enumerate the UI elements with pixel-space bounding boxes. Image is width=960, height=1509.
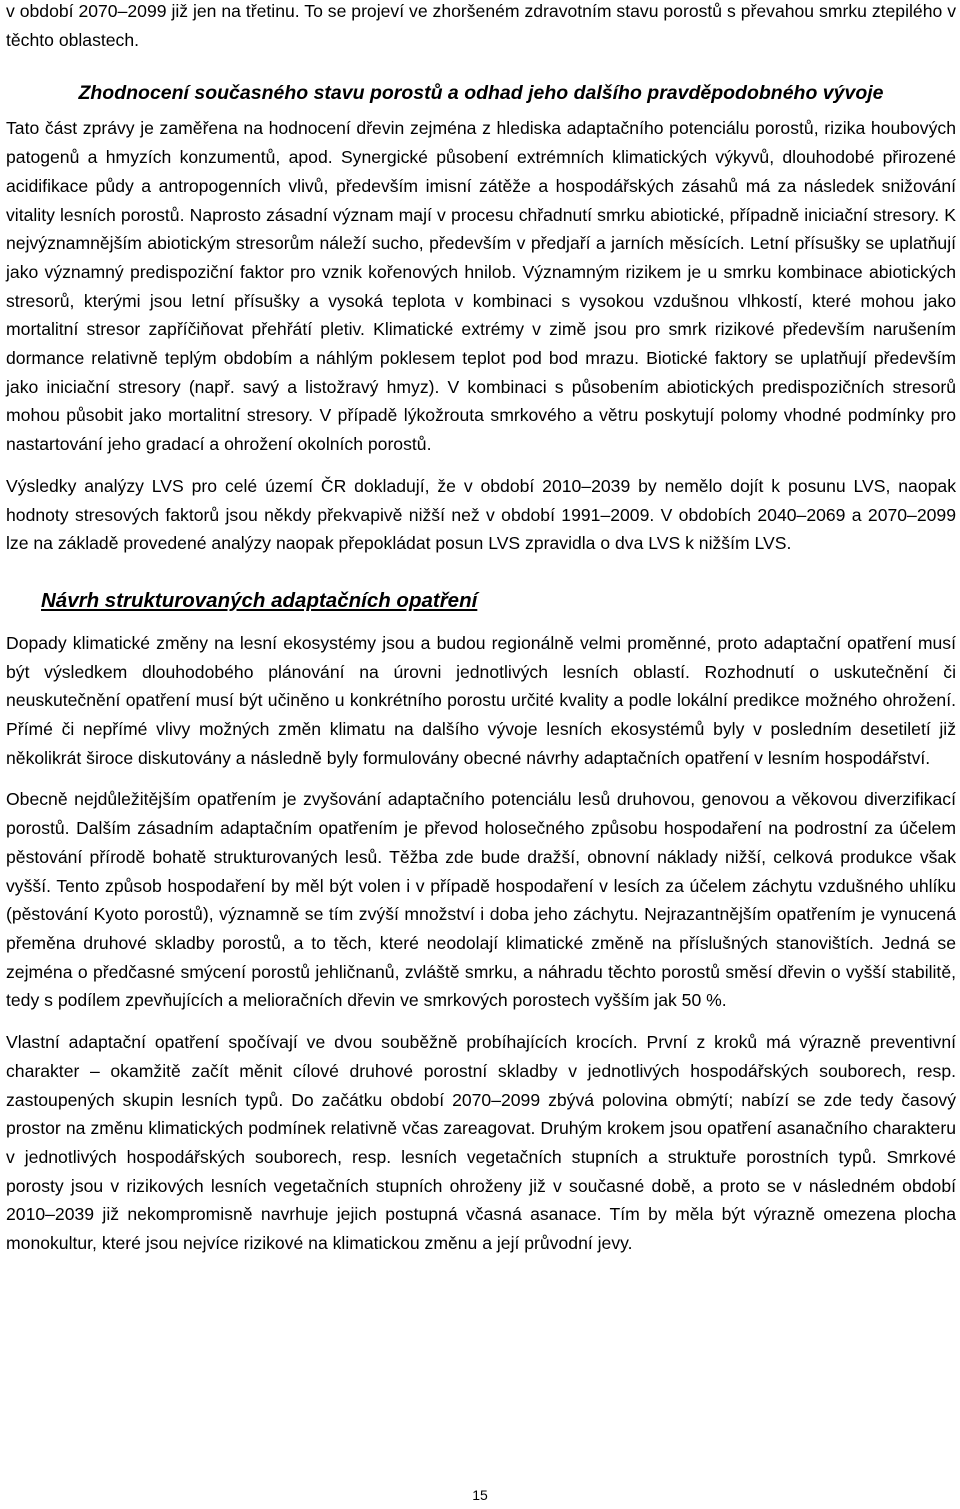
section-heading-current-state: Zhodnocení současného stavu porostů a odhad jeho dalšího pravděpodobného vývoje	[78, 82, 884, 105]
spacer	[6, 558, 956, 587]
page-number: 15	[472, 1487, 488, 1503]
spacer	[6, 772, 956, 785]
paragraph-general-measures: Obecně nejdůležitějším opatřením je zvyšování adaptačního potenciálu lesů druhovou, genovou a věkovou diverzifikací porostů. Dalším zásadním adaptačním opatřením je převod holosečného způsobu hospodaření na podrostní za účelem pěstování přírodě bohatě strukturovaných lesů. Těžba zde bude dražší, obnovní náklady nižší, celková produkce však vyšší. Tento způsob hospodaření by měl být volen i v případě hospodaření v lesích za účelem záchytu vzdušného uhlíku (pěstování Kyoto porostů), významně se tím zvýší množství i doba jeho záchytu. Nejrazantnějším opatřením je vynucená přeměna druhové skladby porostů, a to těch, které neodolají klimatické změně na příslušných stanovištích. Jedná se zejména o předčasné smýcení porostů jehličnanů, zvláště smrku, a náhradu těchto porostů směsí dřevin o vyšší stabilitě, tedy s podílem zpevňujících a melioračních dřevin ve smrkových porostech vyšším jak 50 %.	[6, 789, 956, 1011]
spacer	[6, 615, 956, 629]
paragraph-lvs-analysis: Výsledky analýzy LVS pro celé území ČR dokladují, že v období 2010–2039 by nemělo dojít k posunu LVS, naopak hodnoty stresových faktorů jsou někdy překvapivě nižší než v období 1991–2009. V obdobích 2040–2069 a 2070–2099 lze na základě provedené analýzy naopak přepokládat posun LVS zpravidla o dva LVS k nižším LVS.	[6, 475, 956, 554]
paragraph-own-measures: Vlastní adaptační opatření spočívají ve dvou souběžně probíhajících krocích. První z kroků má výrazně preventivní charakter – okamžitě začít měnit cílové druhové porostní skladby v jednotlivých hospodářských souborech, resp. zastoupených skupin lesních typů. Do začátku období 2070–2099 zbývá polovina obmýtí; nabízí se zde tedy časový prostor na změnu klimatických podmínek relativně včas zareagovat. Druhým krokem jsou opatření asanačního charakteru v jednotlivých hospodářských souborech, resp. lesních vegetačních stupních a struktuře porostních typů. Smrkové porosty jsou v rizikových lesních vegetačních stupních ohroženy již v současné době, a proto se v následném období 2010–2039 již nekompromisně navrhuje jejich postupná včasná asanace. Tím by měla být výrazně omezena plocha monokultur, které jsou nejvíce rizikové na klimatickou změnu a její průvodní jevy.	[6, 1032, 956, 1254]
section-heading-adaptation: Návrh strukturovaných adaptačních opatření	[41, 588, 478, 612]
paragraph-intro: v období 2070–2099 již jen na třetinu. To se projeví ve zhoršeném zdravotním stavu porostů s převahou smrku ztepilého v těchto oblastech.	[6, 1, 956, 50]
paragraph-climate-impacts: Dopady klimatické změny na lesní ekosystémy jsou a budou regionálně velmi proměnné, proto adaptační opatření musí být výsledkem dlouhodobého plánování na úrovni jednotlivých lesních oblastí. Rozhodnutí o uskutečnění či neuskutečnění opatření musí být učiněno u konkrétního porostu určité kvality a podle lokální predikce možného ohrožení. Přímé či nepřímé vlivy možných změn klimatu na dalšího vývoje lesních ekosystémů byly v posledním desetiletí již několikrát široce diskutovány a následně byly formulovány obecné návrhy adaptačních opatření v lesním hospodářství.	[6, 632, 956, 768]
spacer	[6, 54, 956, 79]
spacer	[6, 107, 956, 114]
paragraph-current-state: Tato část zprávy je zaměřena na hodnocení dřevin zejména z hlediska adaptačního potenciálu porostů, rizika houbových patogenů a hmyzích konzumentů, apod. Synergické působení extrémních klimatických výkyvů, dlouhodobé přirozené acidifikace půdy a antropogenních vlivů, především imisní zátěže a hospodářských zásahů má za následek snižování vitality lesních porostů. Naprosto zásadní význam mají v procesu chřadnutí smrku abiotické, případně iniciační stresory. K nejvýznamnějším abiotickým stresorům náleží sucho, především v předjaří a jarních měsících. Letní přísušky se uplatňují jako významný predispoziční faktor pro vznik kořenových hnilob. Významným rizikem je u smrku kombinace abiotických stresorů, kterými jsou letní přísušky a vysoká teplota v kombinaci s vysokou vzdušnou vlhkostí, které mohou jako mortalitní stresor zapříčiňovat přehřátí pletiv. Klimatické extrémy v zimě jsou pro smrk rizikové především narušením dormance relativně teplým obdobím a náhlým poklesem teplot pod bod mrazu. Biotické faktory se uplatňují především jako iniciační stresory (např. savý a listožravý hmyz). V kombinaci s působením abiotických predispozičních stresorů mohou působit jako mortalitní stresory. V případě lýkožrouta smrkového a větru poskytují polomy vhodné podmínky pro nastartování jeho gradací a ohrožení okolních porostů.	[6, 118, 956, 455]
document-page	[6, 0, 956, 1258]
spacer	[6, 459, 956, 472]
spacer	[6, 1015, 956, 1028]
